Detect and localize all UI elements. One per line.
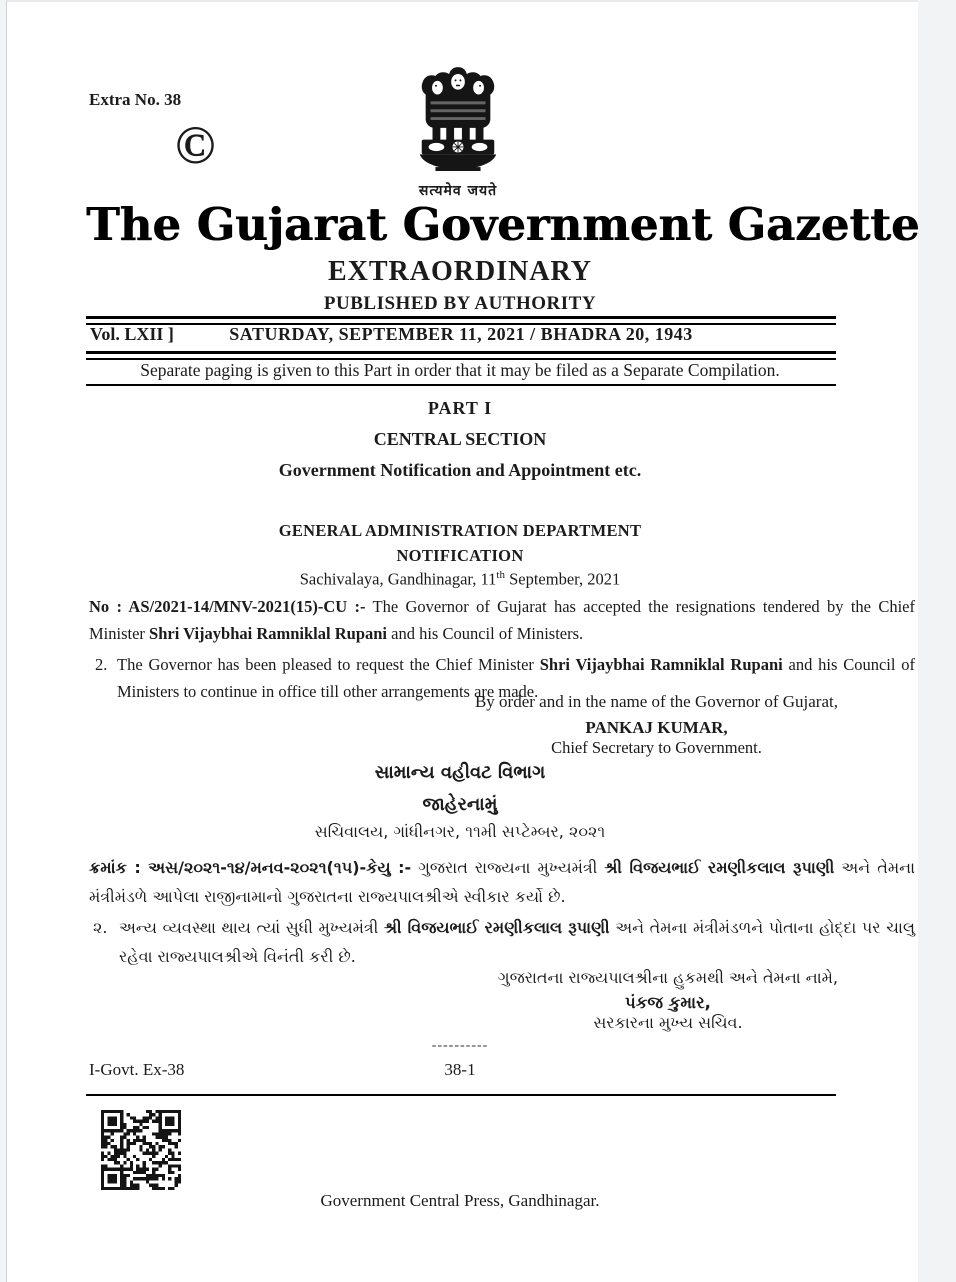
notification-number-gu: ક્રમાંક : અસ/૨૦૨૧-૧૪/મનવ-૨૦૨૧(૧૫)-કેયુ :- — [89, 858, 412, 877]
section-subheading: Government Notification and Appointment etc. — [278, 460, 642, 480]
notification-heading-en: NOTIFICATION — [396, 546, 524, 565]
gu-para2-text-a: અન્ય વ્યવસ્થા થાય ત્યાં સુધી મુખ્યમંત્રી — [119, 918, 384, 937]
footer-rule — [86, 1094, 836, 1096]
department-heading-en: GENERAL ADMINISTRATION DEPARTMENT — [278, 521, 642, 540]
copyright-icon: © — [175, 115, 216, 175]
cm-name-en: Shri Vijaybhai Ramniklal Rupani — [149, 624, 387, 643]
part-heading: PART I — [427, 398, 493, 418]
section-heading: CENTRAL SECTION — [373, 429, 547, 449]
qr-code-image — [101, 1110, 181, 1190]
volume-label: Vol. LXII ] — [90, 324, 174, 344]
filing-note: Separate paging is given to this Part in order that it may be filed as a Separate Compilation. — [140, 360, 780, 380]
dashed-separator: ---------- — [431, 1038, 489, 1053]
cm-name-gu-2: શ્રી વિજયભાઈ રમણીકલાલ રૂપાણી — [383, 918, 610, 937]
lion-capital-icon — [409, 64, 507, 180]
signatory-name-gu: પંકજ કુમાર, — [625, 993, 711, 1012]
para1-text-b: and his Council of Ministers. — [387, 624, 584, 643]
by-order-line-gu: ગુજરાતના રાજ્યપાલશ્રીના હુકમથી અને તેમના નામે, — [497, 968, 838, 987]
qr-code — [101, 1110, 181, 1190]
cm-name-en-2: Shri Vijaybhai Ramniklal Rupani — [539, 655, 783, 674]
gazette-page — [6, 0, 918, 1282]
extra-number: Extra No. 38 — [89, 90, 182, 109]
signature-block-gu — [498, 968, 838, 1033]
ordinal-suffix: th — [496, 569, 505, 581]
notification-paragraph-1-en — [89, 593, 915, 647]
notification-paragraph-2-gu — [89, 913, 915, 971]
para1-text-a: The Governor of Gujarat has accepted the resignations tendered by the Chief Minister — [89, 597, 915, 643]
place-date-en — [86, 569, 834, 590]
double-rule-bottom — [86, 351, 836, 360]
gu-para2-text-b: અને તેમના મંત્રીમંડળને પોતાના હોદ્દા પર ચાલુ રહેવા રાજ્યપાલશ્રીએ વિનંતી કરી છે. — [119, 918, 915, 966]
gu-para1-text-a: ગુજરાત રાજ્યના મુખ્યમંત્રી — [411, 858, 605, 877]
signatory-title-en: Chief Secretary to Government. — [551, 738, 762, 757]
place-date-gu: સચિવાલય, ગાંધીનગર, ૧૧મી સપ્ટેમ્બર, ૨૦૨૧ — [314, 822, 606, 841]
signature-block-en — [475, 692, 838, 758]
edition-label: EXTRAORDINARY — [327, 256, 593, 287]
place-date-text: Sachivalaya, Gandhinagar, 11 — [299, 569, 497, 589]
notification-heading-gu: જાહેરનામું — [422, 794, 498, 815]
place-date-rest: September, 2021 — [504, 569, 621, 589]
gu-paragraph-number: ૨. — [93, 918, 108, 937]
volume-date-bar — [86, 324, 836, 350]
press-imprint: Government Central Press, Gandhinagar. — [320, 1191, 600, 1210]
national-emblem — [406, 64, 510, 200]
signatory-name-en: PANKAJ KUMAR, — [585, 718, 728, 737]
notification-paragraph-1-gu — [89, 853, 915, 911]
notification-number-en: No : AS/2021-14/MNV-2021(15)-CU :- — [89, 597, 366, 616]
emblem-motto: सत्यमेव जयते — [418, 183, 498, 199]
gazette-title: The Gujarat Government Gazette — [86, 198, 920, 251]
signatory-title-gu: સરકારના મુખ્ય સચિવ. — [593, 1013, 743, 1032]
para2-text-b: and his Council of Ministers to continue in office till other arrangements are made. — [117, 655, 915, 701]
issue-date: SATURDAY, SEPTEMBER 11, 2021 / BHADRA 20, 1943 — [229, 324, 693, 344]
page-code: 38-1 — [444, 1060, 476, 1079]
by-order-line-en: By order and in the name of the Governor of Gujarat, — [474, 692, 838, 711]
paragraph-number: 2. — [95, 655, 108, 674]
document-code: I-Govt. Ex-38 — [89, 1060, 185, 1079]
gu-para1-text-b: અને તેમના મંત્રીમંડળે આપેલા રાજીનામાનો ગુજરાતના રાજ્યપાલશ્રીએ સ્વીકાર કર્યો છે. — [89, 858, 916, 906]
para2-text-a: The Governor has been pleased to request the Chief Minister — [117, 655, 540, 674]
department-heading-gu: સામાન્ય વહીવટ વિભાગ — [374, 762, 546, 783]
cm-name-gu: શ્રી વિજયભાઈ રમણીકલાલ રૂપાણી — [604, 858, 835, 877]
authority-label: PUBLISHED BY AUTHORITY — [323, 293, 597, 314]
divider-rule — [86, 384, 836, 386]
